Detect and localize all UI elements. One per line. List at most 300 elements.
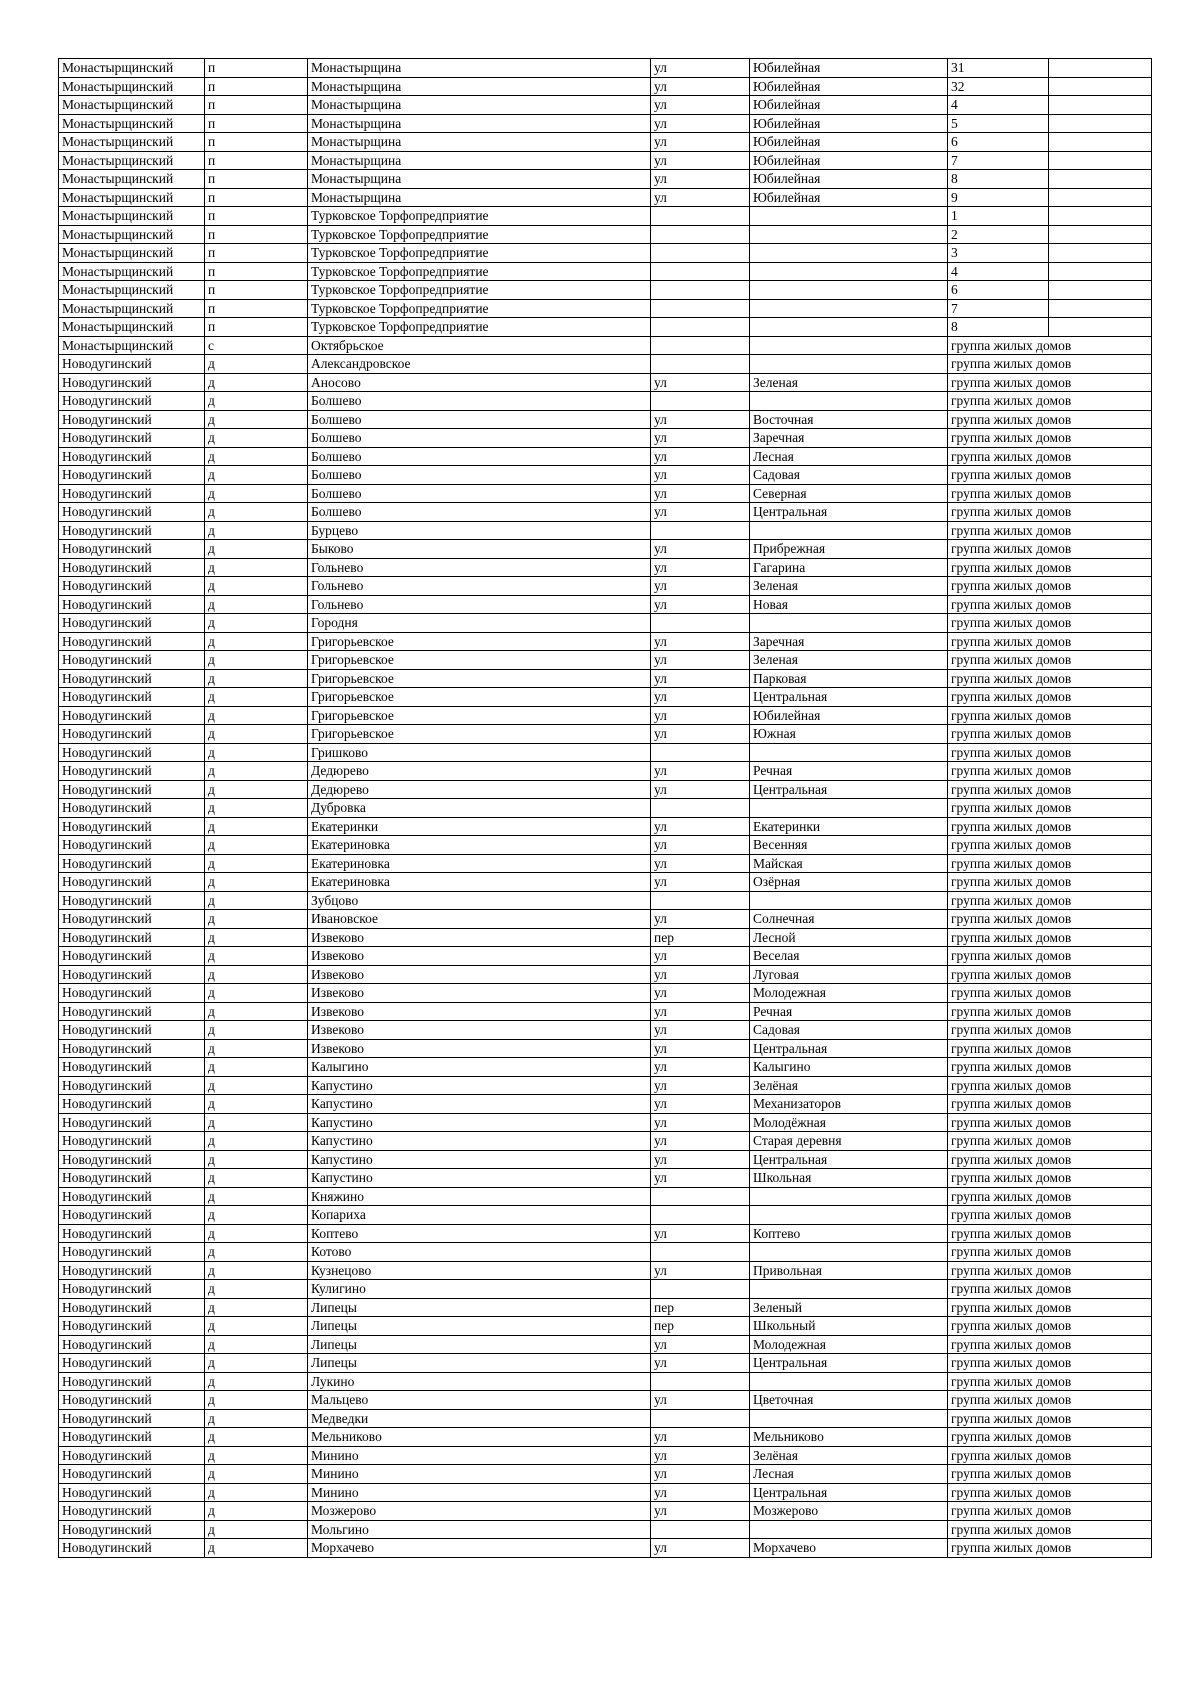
table-row <box>59 114 1152 133</box>
table-row <box>59 1002 1152 1021</box>
cell-house: группа жилых домов <box>948 1280 1152 1299</box>
cell-house: группа жилых домов <box>948 836 1152 855</box>
cell-locality: Монастырщина <box>308 114 651 133</box>
cell-locality-type: д <box>205 614 308 633</box>
cell-street-type: ул <box>651 1446 750 1465</box>
cell-street-type: ул <box>651 632 750 651</box>
cell-street: Центральная <box>750 1483 948 1502</box>
cell-locality: Лукино <box>308 1372 651 1391</box>
cell-locality-type: д <box>205 780 308 799</box>
cell-locality: Копариха <box>308 1206 651 1225</box>
cell-district: Новодугинский <box>59 373 205 392</box>
table-row <box>59 1113 1152 1132</box>
cell-street: Центральная <box>750 688 948 707</box>
cell-street-type <box>651 799 750 818</box>
cell-house: группа жилых домов <box>948 725 1152 744</box>
cell-street-type: ул <box>651 1002 750 1021</box>
table-row <box>59 540 1152 559</box>
cell-extra <box>1049 299 1152 318</box>
cell-locality-type: д <box>205 817 308 836</box>
cell-street: Цветочная <box>750 1391 948 1410</box>
cell-street-type <box>651 1243 750 1262</box>
cell-locality-type: д <box>205 984 308 1003</box>
cell-locality-type: д <box>205 1428 308 1447</box>
cell-locality: Турковское Торфопредприятие <box>308 225 651 244</box>
cell-house: группа жилых домов <box>948 1391 1152 1410</box>
cell-district: Новодугинский <box>59 410 205 429</box>
cell-locality-type: д <box>205 1039 308 1058</box>
cell-street-type <box>651 355 750 374</box>
cell-street-type: ул <box>651 762 750 781</box>
cell-locality: Извеково <box>308 1002 651 1021</box>
cell-street-type <box>651 1206 750 1225</box>
cell-district: Новодугинский <box>59 503 205 522</box>
table-row <box>59 355 1152 374</box>
table-row <box>59 1039 1152 1058</box>
cell-street-type: ул <box>651 410 750 429</box>
cell-street-type <box>651 1372 750 1391</box>
cell-district: Монастырщинский <box>59 262 205 281</box>
cell-street: Центральная <box>750 1039 948 1058</box>
cell-locality: Мольгино <box>308 1520 651 1539</box>
table-row <box>59 947 1152 966</box>
cell-district: Монастырщинский <box>59 281 205 300</box>
cell-locality-type: п <box>205 188 308 207</box>
table-row <box>59 188 1152 207</box>
table-row <box>59 1187 1152 1206</box>
cell-house: группа жилых домов <box>948 1132 1152 1151</box>
cell-district: Новодугинский <box>59 873 205 892</box>
cell-district: Новодугинский <box>59 688 205 707</box>
cell-locality: Извеково <box>308 1039 651 1058</box>
table-row <box>59 281 1152 300</box>
table-row <box>59 1335 1152 1354</box>
cell-district: Новодугинский <box>59 1095 205 1114</box>
table-row <box>59 1298 1152 1317</box>
cell-house: группа жилых домов <box>948 429 1152 448</box>
cell-locality-type: д <box>205 669 308 688</box>
cell-street-type: ул <box>651 1428 750 1447</box>
cell-house: группа жилых домов <box>948 1483 1152 1502</box>
cell-district: Новодугинский <box>59 965 205 984</box>
cell-street-type: ул <box>651 984 750 1003</box>
cell-house: группа жилых домов <box>948 503 1152 522</box>
cell-locality-type: п <box>205 225 308 244</box>
cell-locality-type: д <box>205 558 308 577</box>
cell-district: Новодугинский <box>59 1354 205 1373</box>
cell-locality: Липецы <box>308 1335 651 1354</box>
table-row <box>59 1095 1152 1114</box>
cell-district: Новодугинский <box>59 817 205 836</box>
table-row <box>59 1021 1152 1040</box>
cell-locality: Монастырщина <box>308 59 651 78</box>
cell-street <box>750 1372 948 1391</box>
cell-district: Новодугинский <box>59 1391 205 1410</box>
cell-locality: Турковское Торфопредприятие <box>308 244 651 263</box>
cell-street: Старая деревня <box>750 1132 948 1151</box>
cell-locality: Екатериновка <box>308 854 651 873</box>
cell-locality: Октябрьское <box>308 336 651 355</box>
cell-district: Монастырщинский <box>59 151 205 170</box>
cell-street-type <box>651 281 750 300</box>
cell-locality-type: д <box>205 1298 308 1317</box>
cell-district: Новодугинский <box>59 799 205 818</box>
cell-extra <box>1049 207 1152 226</box>
cell-street <box>750 1206 948 1225</box>
cell-street <box>750 1187 948 1206</box>
cell-street: Юбилейная <box>750 188 948 207</box>
table-row <box>59 133 1152 152</box>
cell-house: группа жилых домов <box>948 928 1152 947</box>
cell-locality-type: п <box>205 77 308 96</box>
cell-house: группа жилых домов <box>948 743 1152 762</box>
cell-house: группа жилых домов <box>948 688 1152 707</box>
cell-house: группа жилых домов <box>948 910 1152 929</box>
cell-locality: Морхачево <box>308 1539 651 1558</box>
cell-district: Новодугинский <box>59 1206 205 1225</box>
cell-locality-type: д <box>205 373 308 392</box>
table-row <box>59 1465 1152 1484</box>
table-row <box>59 854 1152 873</box>
cell-street-type: ул <box>651 1539 750 1558</box>
cell-street-type: ул <box>651 188 750 207</box>
cell-house: группа жилых домов <box>948 947 1152 966</box>
cell-house: группа жилых домов <box>948 651 1152 670</box>
cell-street-type: ул <box>651 540 750 559</box>
table-row <box>59 1446 1152 1465</box>
cell-street: Южная <box>750 725 948 744</box>
table-row <box>59 1520 1152 1539</box>
cell-house: 6 <box>948 133 1049 152</box>
cell-extra <box>1049 225 1152 244</box>
cell-locality-type: п <box>205 262 308 281</box>
cell-locality: Липецы <box>308 1298 651 1317</box>
cell-street-type: пер <box>651 928 750 947</box>
cell-locality: Кулигино <box>308 1280 651 1299</box>
cell-locality-type: д <box>205 651 308 670</box>
cell-street-type: ул <box>651 725 750 744</box>
table-row <box>59 1169 1152 1188</box>
cell-locality: Ивановское <box>308 910 651 929</box>
cell-house: группа жилых домов <box>948 780 1152 799</box>
cell-street <box>750 1280 948 1299</box>
cell-locality: Турковское Торфопредприятие <box>308 207 651 226</box>
cell-house: группа жилых домов <box>948 1206 1152 1225</box>
cell-district: Новодугинский <box>59 928 205 947</box>
cell-street: Зелёная <box>750 1076 948 1095</box>
cell-locality-type: д <box>205 632 308 651</box>
cell-locality: Екатеринки <box>308 817 651 836</box>
cell-locality: Гольнево <box>308 577 651 596</box>
cell-street <box>750 392 948 411</box>
cell-locality-type: д <box>205 1224 308 1243</box>
cell-extra <box>1049 151 1152 170</box>
table-row <box>59 170 1152 189</box>
cell-house: группа жилых домов <box>948 447 1152 466</box>
cell-house: группа жилых домов <box>948 1539 1152 1558</box>
cell-house: группа жилых домов <box>948 1372 1152 1391</box>
cell-locality-type: д <box>205 706 308 725</box>
cell-extra <box>1049 133 1152 152</box>
table-row <box>59 244 1152 263</box>
cell-extra <box>1049 281 1152 300</box>
cell-street-type: ул <box>651 651 750 670</box>
cell-district: Новодугинский <box>59 836 205 855</box>
cell-district: Монастырщинский <box>59 225 205 244</box>
cell-district: Монастырщинский <box>59 244 205 263</box>
cell-street: Привольная <box>750 1261 948 1280</box>
cell-street: Луговая <box>750 965 948 984</box>
cell-street: Центральная <box>750 1354 948 1373</box>
cell-locality-type: п <box>205 299 308 318</box>
cell-district: Монастырщинский <box>59 114 205 133</box>
cell-locality-type: д <box>205 1095 308 1114</box>
cell-house: группа жилых домов <box>948 965 1152 984</box>
cell-district: Новодугинский <box>59 1113 205 1132</box>
cell-house: 8 <box>948 170 1049 189</box>
table-row <box>59 429 1152 448</box>
cell-locality: Княжино <box>308 1187 651 1206</box>
cell-locality: Болшево <box>308 503 651 522</box>
cell-locality-type: д <box>205 836 308 855</box>
cell-locality-type: д <box>205 1483 308 1502</box>
table-row <box>59 1132 1152 1151</box>
cell-house: группа жилых домов <box>948 355 1152 374</box>
cell-street-type: ул <box>651 114 750 133</box>
cell-district: Монастырщинский <box>59 299 205 318</box>
cell-locality: Монастырщина <box>308 188 651 207</box>
cell-district: Новодугинский <box>59 447 205 466</box>
cell-locality: Монастырщина <box>308 77 651 96</box>
cell-locality: Извеково <box>308 928 651 947</box>
cell-locality: Зубцово <box>308 891 651 910</box>
cell-street <box>750 336 948 355</box>
cell-extra <box>1049 77 1152 96</box>
cell-locality: Капустино <box>308 1076 651 1095</box>
cell-locality: Капустино <box>308 1169 651 1188</box>
cell-locality-type: п <box>205 151 308 170</box>
cell-street <box>750 207 948 226</box>
table-row <box>59 225 1152 244</box>
cell-house: 4 <box>948 262 1049 281</box>
cell-district: Монастырщинский <box>59 188 205 207</box>
cell-street: Парковая <box>750 669 948 688</box>
cell-extra <box>1049 244 1152 263</box>
table-row <box>59 1428 1152 1447</box>
table-row <box>59 1391 1152 1410</box>
cell-district: Монастырщинский <box>59 336 205 355</box>
cell-locality-type: д <box>205 540 308 559</box>
cell-street-type: ул <box>651 1169 750 1188</box>
table-row <box>59 447 1152 466</box>
cell-house: группа жилых домов <box>948 540 1152 559</box>
cell-street: Механизаторов <box>750 1095 948 1114</box>
cell-locality-type: д <box>205 947 308 966</box>
cell-locality-type: п <box>205 59 308 78</box>
cell-district: Новодугинский <box>59 669 205 688</box>
cell-house: группа жилых домов <box>948 484 1152 503</box>
cell-district: Новодугинский <box>59 1150 205 1169</box>
cell-street-type: ул <box>651 1502 750 1521</box>
table-row <box>59 336 1152 355</box>
cell-locality-type: д <box>205 466 308 485</box>
cell-house: 1 <box>948 207 1049 226</box>
cell-locality: Мальцево <box>308 1391 651 1410</box>
cell-street <box>750 521 948 540</box>
cell-district: Новодугинский <box>59 891 205 910</box>
cell-house: 7 <box>948 151 1049 170</box>
cell-district: Монастырщинский <box>59 59 205 78</box>
cell-house: группа жилых домов <box>948 373 1152 392</box>
cell-district: Новодугинский <box>59 1224 205 1243</box>
table-row <box>59 466 1152 485</box>
cell-district: Монастырщинский <box>59 77 205 96</box>
cell-street-type: ул <box>651 96 750 115</box>
cell-district: Новодугинский <box>59 429 205 448</box>
cell-house: группа жилых домов <box>948 632 1152 651</box>
cell-house: группа жилых домов <box>948 577 1152 596</box>
cell-locality-type: д <box>205 1206 308 1225</box>
cell-locality-type: д <box>205 595 308 614</box>
cell-district: Новодугинский <box>59 762 205 781</box>
cell-street-type: ул <box>651 706 750 725</box>
cell-street: Садовая <box>750 1021 948 1040</box>
cell-street-type <box>651 521 750 540</box>
table-row <box>59 59 1152 78</box>
cell-house: группа жилых домов <box>948 1039 1152 1058</box>
cell-house: группа жилых домов <box>948 1428 1152 1447</box>
cell-street-type: ул <box>651 59 750 78</box>
cell-street-type: ул <box>651 133 750 152</box>
table-row <box>59 577 1152 596</box>
cell-street: Гагарина <box>750 558 948 577</box>
cell-locality: Городня <box>308 614 651 633</box>
cell-street-type: ул <box>651 1058 750 1077</box>
cell-locality: Гольнево <box>308 595 651 614</box>
cell-street-type: ул <box>651 77 750 96</box>
cell-street <box>750 244 948 263</box>
cell-street-type: ул <box>651 854 750 873</box>
table-row <box>59 669 1152 688</box>
cell-locality-type: д <box>205 1021 308 1040</box>
cell-locality: Монастырщина <box>308 151 651 170</box>
table-row <box>59 1280 1152 1299</box>
cell-district: Новодугинский <box>59 1076 205 1095</box>
cell-street-type: ул <box>651 595 750 614</box>
cell-locality: Аносово <box>308 373 651 392</box>
cell-house: группа жилых домов <box>948 1224 1152 1243</box>
cell-street: Юбилейная <box>750 133 948 152</box>
table-row <box>59 891 1152 910</box>
cell-locality-type: д <box>205 355 308 374</box>
cell-district: Новодугинский <box>59 1002 205 1021</box>
cell-locality-type: д <box>205 1280 308 1299</box>
cell-locality-type: д <box>205 1076 308 1095</box>
cell-house: группа жилых домов <box>948 410 1152 429</box>
cell-locality-type: д <box>205 1058 308 1077</box>
cell-street: Мозжерово <box>750 1502 948 1521</box>
cell-district: Новодугинский <box>59 854 205 873</box>
cell-street: Молодежная <box>750 1335 948 1354</box>
cell-house: группа жилых домов <box>948 1002 1152 1021</box>
cell-district: Новодугинский <box>59 1261 205 1280</box>
cell-house: группа жилых домов <box>948 1446 1152 1465</box>
cell-street-type: ул <box>651 1076 750 1095</box>
table-row <box>59 725 1152 744</box>
cell-locality-type: д <box>205 1113 308 1132</box>
table-row <box>59 651 1152 670</box>
cell-street <box>750 225 948 244</box>
cell-extra <box>1049 96 1152 115</box>
cell-locality-type: д <box>205 891 308 910</box>
cell-street: Речная <box>750 762 948 781</box>
cell-street-type: пер <box>651 1317 750 1336</box>
table-row <box>59 521 1152 540</box>
cell-locality-type: д <box>205 725 308 744</box>
cell-locality-type: д <box>205 1187 308 1206</box>
cell-district: Новодугинский <box>59 595 205 614</box>
cell-house: группа жилых домов <box>948 762 1152 781</box>
cell-locality: Извеково <box>308 947 651 966</box>
cell-locality: Дедюрево <box>308 762 651 781</box>
table-row <box>59 1409 1152 1428</box>
cell-locality: Болшево <box>308 466 651 485</box>
cell-district: Монастырщинский <box>59 318 205 337</box>
cell-street-type: ул <box>651 1354 750 1373</box>
cell-house: группа жилых домов <box>948 1354 1152 1373</box>
cell-street-type: ул <box>651 1261 750 1280</box>
cell-street-type: ул <box>651 1132 750 1151</box>
table-row <box>59 1354 1152 1373</box>
cell-district: Новодугинский <box>59 521 205 540</box>
cell-street: Веселая <box>750 947 948 966</box>
cell-locality: Капустино <box>308 1150 651 1169</box>
cell-street <box>750 281 948 300</box>
cell-street: Садовая <box>750 466 948 485</box>
cell-house: группа жилых домов <box>948 1058 1152 1077</box>
cell-street-type: ул <box>651 429 750 448</box>
table-row <box>59 1317 1152 1336</box>
cell-street: Лесной <box>750 928 948 947</box>
table-row <box>59 632 1152 651</box>
cell-house: 2 <box>948 225 1049 244</box>
cell-street: Центральная <box>750 503 948 522</box>
table-row <box>59 1224 1152 1243</box>
cell-district: Новодугинский <box>59 392 205 411</box>
table-row <box>59 614 1152 633</box>
cell-house: группа жилых домов <box>948 1502 1152 1521</box>
cell-locality-type: д <box>205 1354 308 1373</box>
table-row <box>59 558 1152 577</box>
cell-locality: Быково <box>308 540 651 559</box>
cell-house: группа жилых домов <box>948 1021 1152 1040</box>
cell-locality: Болшево <box>308 447 651 466</box>
cell-district: Новодугинский <box>59 1372 205 1391</box>
cell-house: группа жилых домов <box>948 392 1152 411</box>
table-row <box>59 410 1152 429</box>
cell-house: группа жилых домов <box>948 669 1152 688</box>
cell-district: Новодугинский <box>59 910 205 929</box>
cell-street-type: ул <box>651 447 750 466</box>
cell-street: Юбилейная <box>750 151 948 170</box>
table-row <box>59 965 1152 984</box>
table-row <box>59 910 1152 929</box>
cell-house: 4 <box>948 96 1049 115</box>
cell-street-type: ул <box>651 466 750 485</box>
cell-locality: Турковское Торфопредприятие <box>308 318 651 337</box>
cell-locality-type: д <box>205 928 308 947</box>
table-row <box>59 1483 1152 1502</box>
